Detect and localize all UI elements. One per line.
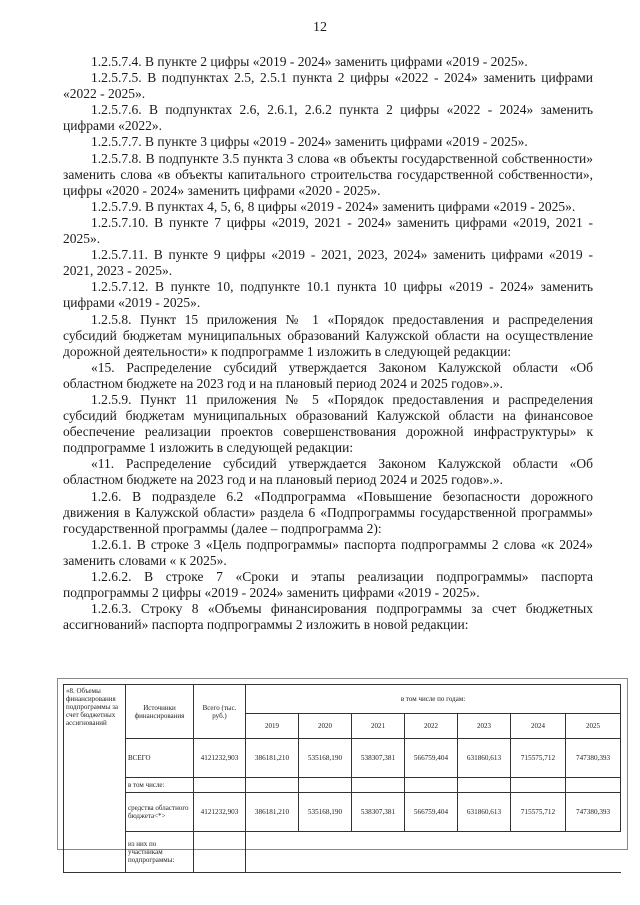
paragraph: 1.2.5.7.9. В пунктах 4, 5, 6, 8 цифры «2019 - 2024» заменить цифрами «2019 - 2025».	[91, 198, 576, 214]
paragraph: 1.2.6. В подразделе 6.2 «Подпрограмма «Повышение безопасности дорожного движения в Калужской области» раздела 6 «Подпрограммы государственной программы» государственной программы (далее – подпрограмма 2):	[63, 488, 593, 536]
value-cell	[511, 778, 566, 793]
value-cell: 747380,393	[566, 793, 621, 832]
value-cell	[299, 778, 352, 793]
paragraph: 1.2.5.7.8. В подпункте 3.5 пункта 3 слова «в объекты государственной собственности» заменить слова «в объекты капитального строительства государственной собственности», цифры «2020 - 2024» заменить цифрами «2020 - 2025».	[63, 150, 593, 198]
column-header-total: Всего (тыс. руб.)	[194, 685, 246, 739]
value-cell: 715575,712	[511, 739, 566, 778]
paragraph: 1.2.5.7.7. В пункте 3 цифры «2019 - 2024» заменить цифрами «2019 - 2025».	[91, 134, 528, 150]
value-cell: 538307,381	[352, 739, 405, 778]
source-cell: ВСЕГО	[126, 739, 194, 778]
paragraph: 1.2.5.7.4. В пункте 2 цифры «2019 - 2024» заменить цифрами «2019 - 2025».	[91, 54, 528, 69]
total-cell	[194, 778, 246, 793]
value-cell: 538307,381	[352, 793, 405, 832]
year-header: 2024	[511, 714, 566, 739]
source-cell: в том числе:	[126, 778, 194, 793]
paragraph: «15. Распределение субсидий утверждается Законом Калужской области «Об областном бюджете на 2023 год и на плановый период 2024 и 2025 годов».».	[63, 359, 593, 391]
paragraph: 1.2.6.1. В строке 3 «Цель подпрограммы» паспорта подпрограммы 2 слова «к 2024» заменить словами « к 2025».	[63, 536, 593, 568]
value-cell: 747380,393	[566, 739, 621, 778]
year-header: 2019	[246, 714, 299, 739]
value-cell: 715575,712	[511, 793, 566, 832]
financing-table	[63, 684, 620, 873]
row-label-cell: «8. Объемы финансирования подпрограммы за счет бюджетных ассигнований	[64, 685, 126, 873]
table-row	[64, 832, 621, 873]
value-cell: 386181,210	[246, 793, 299, 832]
value-cell: 535168,190	[299, 739, 352, 778]
value-cell: 535168,190	[299, 793, 352, 832]
value-cell	[566, 778, 621, 793]
value-cell: 566759,404	[405, 739, 458, 778]
value-cell: 566759,404	[405, 793, 458, 832]
year-header: 2023	[458, 714, 511, 739]
paragraph: 1.2.5.7.10. В пункте 7 цифры «2019, 2021 - 2024» заменить цифрами «2019, 2021 - 2025».	[63, 214, 593, 247]
total-cell: 4121232,903	[194, 739, 246, 778]
page-number: 12	[313, 20, 327, 35]
column-header-source: Источники финансирования	[126, 685, 194, 739]
paragraph: 1.2.5.9. Пункт 11 приложения № 5 «Порядок предоставления и распределения субсидий бюджетам муниципальных образований Калужской области на финансовое обеспечение реализации проектов совершенствования дорожной инфраструктуры» к подпрограмме 1 изложить в следующей редакции:	[63, 391, 593, 456]
paragraph: 1.2.5.8. Пункт 15 приложения № 1 «Порядок предоставления и распределения субсидий бюджетам муниципальных образований Калужской области на осуществление дорожной деятельности» к подпрограмме 1 изложить в следующей редакции:	[63, 311, 593, 359]
paragraph: «11. Распределение субсидий утверждается Законом Калужской области «Об областном бюджете на 2023 год и на плановый период 2024 и 2025 годов».».	[63, 456, 593, 488]
paragraph: 1.2.6.2. В строке 7 «Сроки и этапы реализации подпрограммы» паспорта подпрограммы 2 цифры «2019 - 2024» заменить цифрами «2019 - 2025».	[63, 569, 593, 601]
document-body	[63, 54, 593, 633]
column-header-by-year: в том числе по годам:	[246, 685, 621, 714]
table-row	[64, 739, 621, 778]
total-cell: 4121232,903	[194, 793, 246, 832]
source-cell: из них по участникам подпрограммы:	[126, 832, 194, 873]
paragraph: 1.2.6.3. Строку 8 «Объемы финансирования подпрограммы за счет бюджетных ассигнований» паспорта подпрограммы 2 изложить в новой редакции:	[63, 601, 593, 633]
total-cell	[194, 832, 246, 873]
value-cell	[405, 778, 458, 793]
year-header: 2022	[405, 714, 458, 739]
value-cell	[352, 778, 405, 793]
paragraph: 1.2.5.7.6. В подпунктах 2.6, 2.6.1, 2.6.2 пункта 2 цифры «2022 - 2024» заменить цифрами «2022».	[63, 102, 593, 134]
table-row	[64, 778, 621, 793]
paragraph: 1.2.5.7.11. В пункте 9 цифры «2019 - 2021, 2023, 2024» заменить цифрами «2019 - 2021, 2023 - 2025».	[63, 247, 593, 279]
year-header: 2021	[352, 714, 405, 739]
empty-cell	[246, 832, 621, 873]
value-cell: 631860,613	[458, 793, 511, 832]
value-cell: 631860,613	[458, 739, 511, 778]
source-cell: средства областного бюджета<*>	[126, 793, 194, 832]
value-cell	[458, 778, 511, 793]
paragraph: 1.2.5.7.5. В подпунктах 2.5, 2.5.1 пункта 2 цифры «2022 - 2024» заменить цифрами «2022 - 2025».	[63, 70, 593, 102]
value-cell: 386181,210	[246, 739, 299, 778]
year-header: 2020	[299, 714, 352, 739]
table-row	[64, 793, 621, 832]
year-header: 2025	[566, 714, 621, 739]
paragraph: 1.2.5.7.12. В пункте 10, подпункте 10.1 пункта 10 цифры «2019 - 2024» заменить цифрами «2019 - 2025».	[63, 279, 593, 311]
value-cell	[246, 778, 299, 793]
